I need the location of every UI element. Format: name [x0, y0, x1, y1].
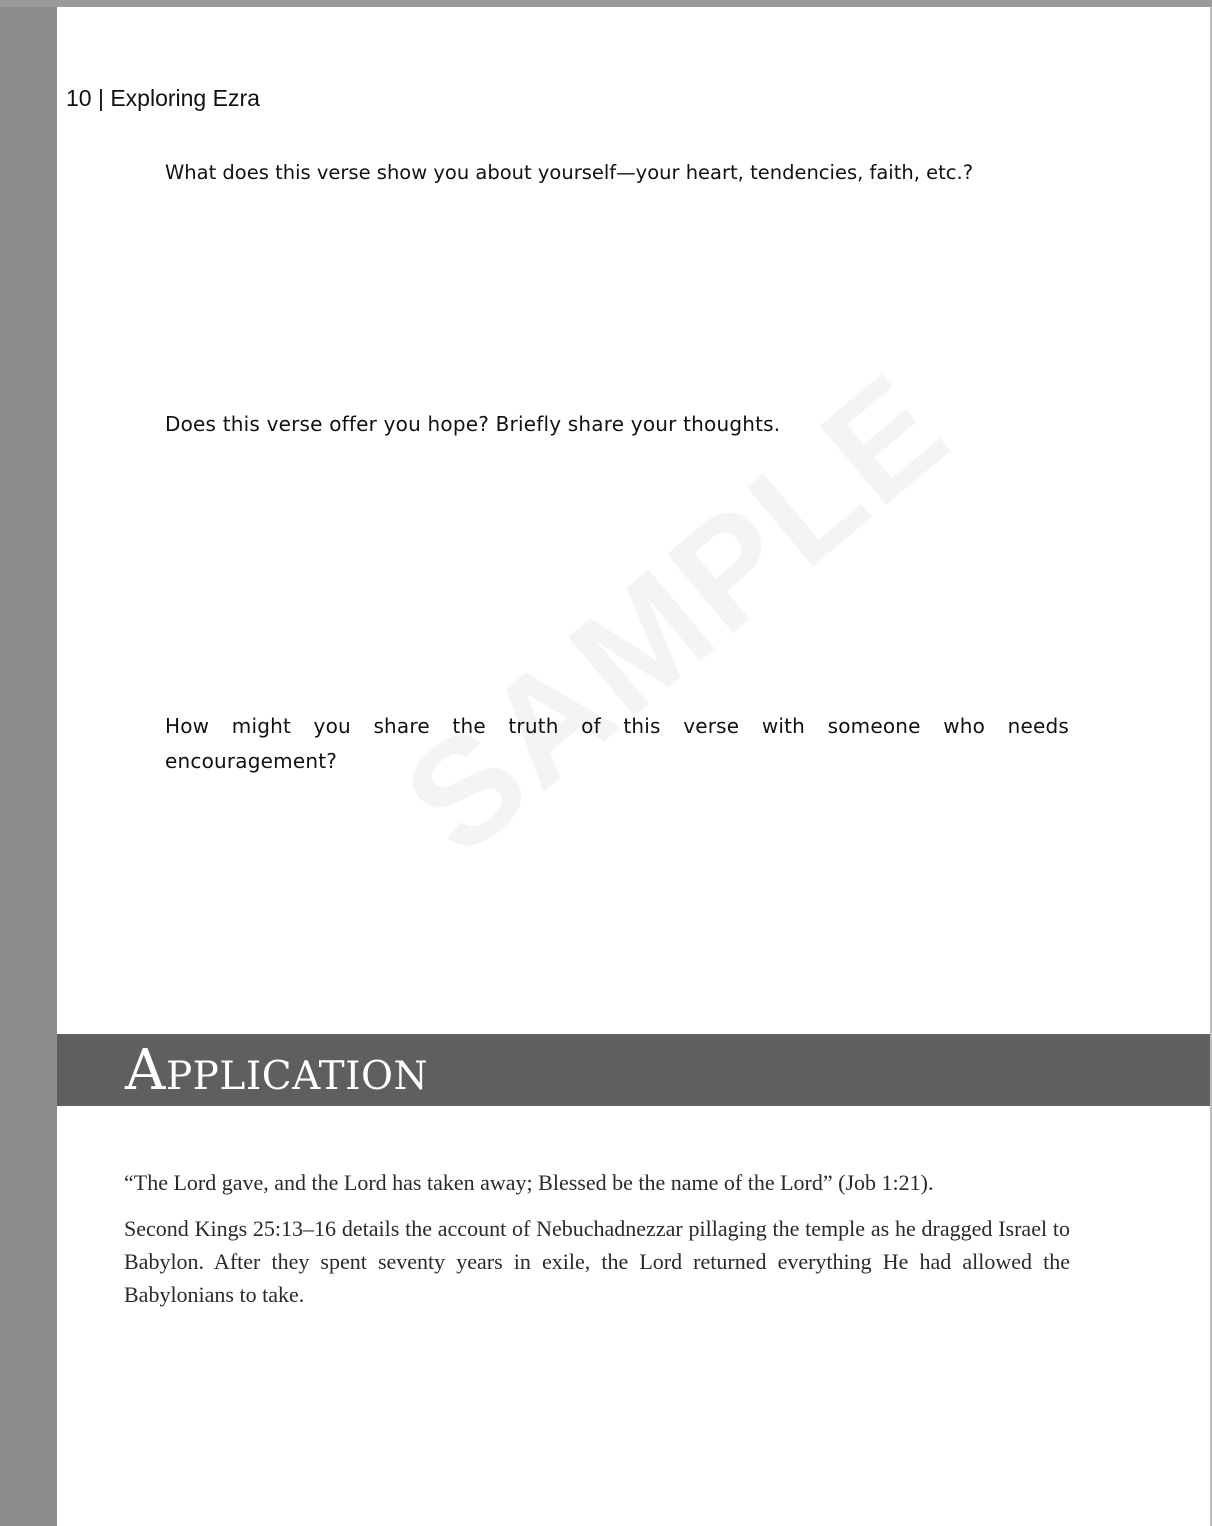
application-paragraph: Second Kings 25:13–16 details the account of Nebuchadnezzar pillaging the temple as he dragged Israel to Babylon. After they spent seventy years in exile, the Lord returned everything He had allowed the Babylonians to take. [124, 1216, 1070, 1307]
section-title: Application [125, 1038, 429, 1103]
viewer-top-bar [0, 0, 1212, 7]
reflection-question-2: Does this verse offer you hope? Briefly share your thoughts. [165, 412, 781, 436]
application-section-header [57, 1034, 1210, 1106]
reflection-question-3: How might you share the truth of this verse with someone who needs encouragement? [165, 714, 1069, 773]
document-page [57, 7, 1210, 1526]
running-header: 10 | Exploring Ezra [66, 85, 260, 111]
reflection-question-1: What does this verse show you about yourself—your heart, tendencies, faith, etc.? [165, 161, 974, 184]
scripture-quote: “The Lord gave, and the Lord has taken away; Blessed be the name of the Lord” (Job 1:21). [124, 1170, 934, 1195]
